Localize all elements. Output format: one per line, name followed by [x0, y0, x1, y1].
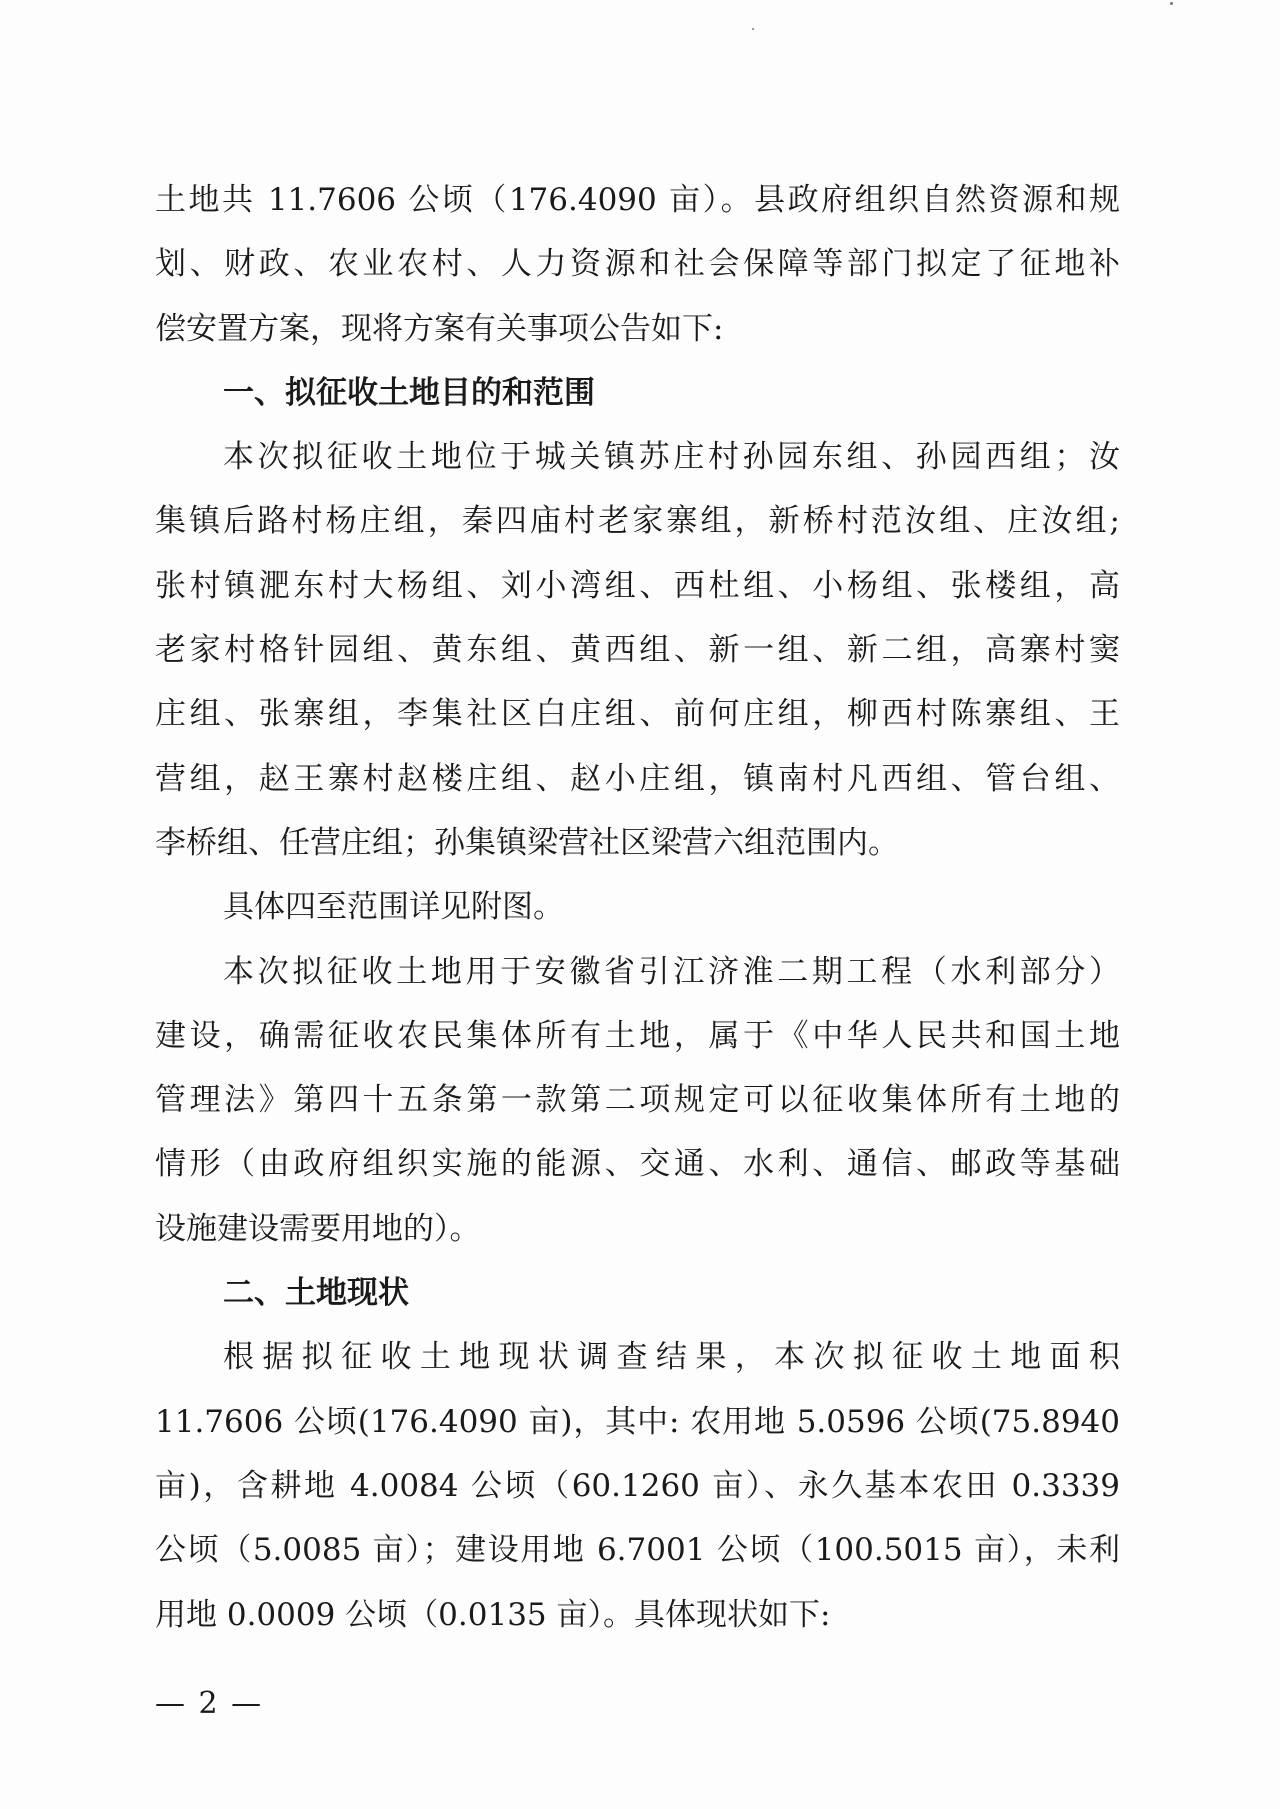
intro-line: 划、财政、农业农村、人力资源和社会保障等部门拟定了征地补 — [155, 246, 1120, 283]
scan-speck — [1170, 2, 1173, 5]
document-body — [155, 168, 1120, 1647]
section1-para1-line: 老家村格针园组、黄东组、黄西组、新一组、新二组，高寨村窦 — [155, 632, 1120, 669]
section1-para1-line: 庄组、张寨组，李集社区白庄组、前何庄组，柳西村陈寨组、王 — [155, 696, 1120, 733]
intro-line: 偿安置方案，现将方案有关事项公告如下: — [155, 310, 724, 347]
section1-heading: 一、拟征收土地目的和范围 — [223, 374, 595, 411]
section2-heading: 二、土地现状 — [223, 1275, 409, 1312]
section2-para1-line: 11.7606 公顷(176.4090 亩)，其中: 农用地 5.0596 公顷(75.8940 — [155, 1403, 1120, 1440]
section2-para1-line: 根据拟征收土地现状调查结果，本次拟征收土地面积 — [223, 1339, 1120, 1376]
scan-speck — [752, 28, 754, 30]
section1-para2: 具体四至范围详见附图。 — [223, 889, 564, 926]
section2-para1-line: 亩)，含耕地 4.0084 公顷（60.1260 亩）、永久基本农田 0.3339 — [155, 1467, 1120, 1504]
section1-para1-line: 营组，赵王寨村赵楼庄组、赵小庄组，镇南村凡西组、管台组、 — [155, 760, 1120, 797]
section1-para3-line: 建设，确需征收农民集体所有土地，属于《中华人民共和国土地 — [155, 1017, 1120, 1054]
section1-para3-line: 本次拟征收土地用于安徽省引江济淮二期工程（水利部分） — [223, 953, 1120, 990]
section1-para1-line: 本次拟征收土地位于城关镇苏庄村孙园东组、孙园西组；汝 — [223, 439, 1120, 476]
section1-para1-line: 集镇后路村杨庄组，秦四庙村老家寨组，新桥村范汝组、庄汝组; — [155, 503, 1120, 540]
section1-para3-line: 管理法》第四十五条第一款第二项规定可以征收集体所有土地的 — [155, 1082, 1120, 1119]
section1-para3-line: 设施建设需要用地的）。 — [155, 1210, 481, 1247]
page-number: — 2 — — [155, 1686, 264, 1721]
section2-para1-line: 用地 0.0009 公顷（0.0135 亩）。具体现状如下: — [155, 1596, 831, 1633]
section1-para1-line: 李桥组、任营庄组；孙集镇梁营社区梁营六组范围内。 — [155, 824, 899, 861]
section2-para1-line: 公顷（5.0085 亩）；建设用地 6.7001 公顷（100.5015 亩），未利 — [155, 1532, 1120, 1569]
intro-line: 土地共 11.7606 公顷（176.4090 亩）。县政府组织自然资源和规 — [155, 182, 1120, 218]
section1-para3-line: 情形（由政府组织实施的能源、交通、水利、通信、邮政等基础 — [155, 1146, 1120, 1183]
section1-para1-line: 张村镇淝东村大杨组、刘小湾组、西杜组、小杨组、张楼组，高 — [155, 567, 1120, 604]
